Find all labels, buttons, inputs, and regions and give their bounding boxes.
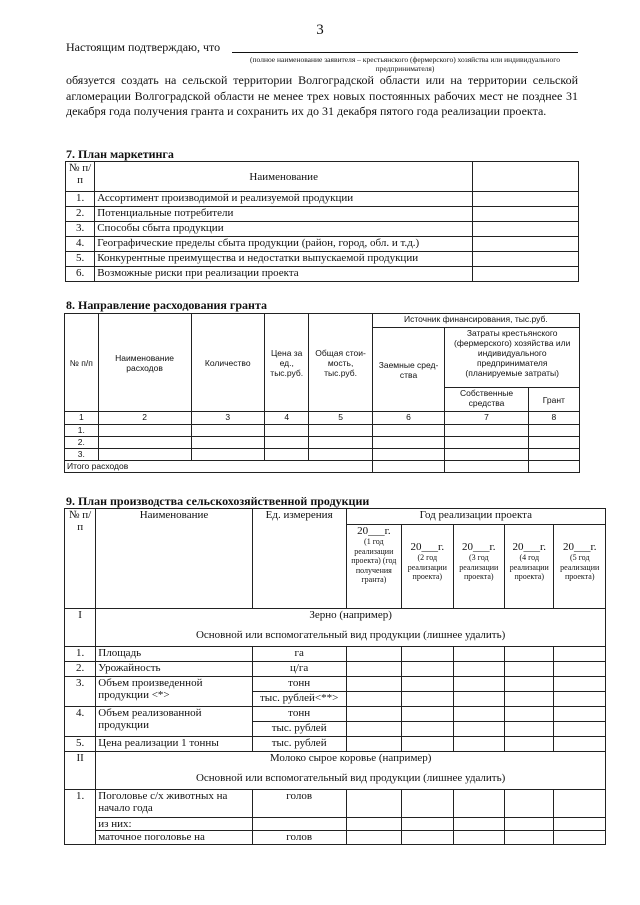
empty-cell (346, 722, 402, 737)
empty-cell (346, 818, 402, 831)
page-number: 3 (316, 22, 324, 38)
section9-title: 9. План производства сельскохозяйственной продукции (66, 494, 370, 508)
cell-text: Зерно (например) (309, 609, 392, 621)
table-cell: 5. (66, 252, 95, 267)
empty-cell (445, 437, 528, 449)
empty-cell (191, 437, 264, 449)
empty-cell (554, 692, 606, 707)
cell-text: (2 год реализации проекта) (407, 553, 447, 581)
empty-cell (252, 818, 346, 831)
empty-cell (372, 425, 445, 437)
empty-cell[interactable] (473, 207, 579, 222)
empty-cell (191, 425, 264, 437)
empty-cell (453, 525, 504, 609)
table-row (65, 314, 580, 328)
empty-cell (554, 818, 606, 831)
empty-cell[interactable] (473, 252, 579, 267)
table-row (65, 677, 606, 692)
empty-cell (346, 831, 402, 845)
table-cell: Площадь (96, 647, 252, 662)
marketing-table (65, 161, 579, 282)
empty-cell (453, 677, 504, 692)
table-row (65, 647, 606, 662)
empty-cell (98, 425, 191, 437)
empty-cell (264, 437, 309, 449)
table-cell: 6 (372, 412, 445, 425)
empty-cell (96, 752, 606, 790)
cell-text: (3 год реализации проекта) (459, 553, 499, 581)
empty-cell (445, 461, 528, 473)
table-cell: 3. (66, 222, 95, 237)
table-cell: 3 (191, 412, 264, 425)
empty-cell (402, 707, 453, 722)
header-num: № п/п (65, 509, 96, 609)
header-total: Общая стои-мость, тыс.руб. (309, 314, 372, 412)
empty-cell (505, 692, 554, 707)
empty-cell (554, 737, 606, 752)
table-row (65, 818, 606, 831)
empty-cell (402, 662, 453, 677)
table-cell: Потенциальные потребители (95, 207, 473, 222)
table-cell: голов (252, 790, 346, 818)
empty-cell (453, 818, 504, 831)
table-row (66, 222, 579, 237)
cell-text: 20___г. (357, 525, 391, 537)
empty-cell (402, 737, 453, 752)
empty-cell (346, 677, 402, 692)
empty-cell (528, 437, 579, 449)
cell-text: Основной или вспомогательный вид продукции (лишнее удалить) (195, 772, 506, 784)
empty-cell (554, 677, 606, 692)
table-cell: 6. (66, 267, 95, 282)
table-cell: 2. (65, 437, 99, 449)
table-row (66, 267, 579, 282)
empty-cell (528, 425, 579, 437)
cell-text: 20___г. (410, 541, 445, 553)
table-cell: тонн (252, 707, 346, 722)
table-cell: 4. (65, 707, 96, 737)
header-name: Наименование (96, 509, 252, 609)
table-cell: 2. (66, 207, 95, 222)
table-cell: 1. (65, 790, 96, 845)
cell-text: 20___г. (462, 541, 496, 553)
group-row (65, 752, 606, 790)
header-own: Собственные средства (445, 388, 528, 412)
table-cell: Объем произведенной продукции <*> (96, 677, 252, 707)
empty-cell[interactable] (473, 267, 579, 282)
header-year: Год реализации проекта (346, 509, 605, 525)
cell-text: 20___г. (562, 541, 597, 553)
empty-cell (402, 525, 453, 609)
table-cell: Возможные риски при реализации проекта (95, 267, 473, 282)
empty-cell (346, 647, 402, 662)
table-cell: 5 (309, 412, 372, 425)
production-plan-table (64, 508, 606, 845)
empty-cell (528, 461, 579, 473)
table-cell: из них: (96, 818, 252, 831)
table-cell: 3. (65, 449, 99, 461)
empty-cell (453, 692, 504, 707)
table-row (66, 162, 579, 192)
table-cell: 7 (445, 412, 528, 425)
empty-cell (554, 662, 606, 677)
table-cell: 4 (264, 412, 309, 425)
fill-in-line (232, 52, 578, 53)
table-cell: маточное поголовье на (96, 831, 252, 845)
empty-cell (554, 790, 606, 818)
table-row (66, 237, 579, 252)
empty-cell (453, 790, 504, 818)
group-row (65, 609, 606, 647)
table-cell: тыс. рублей (252, 722, 346, 737)
table-row (65, 831, 606, 845)
empty-cell (402, 647, 453, 662)
empty-cell (402, 818, 453, 831)
header-source: Источник финансирования, тыс.руб. (372, 314, 579, 328)
table-row (65, 662, 606, 677)
table-cell: тонн (252, 677, 346, 692)
empty-cell (554, 525, 606, 609)
table-cell: тыс. рублей (252, 737, 346, 752)
table-cell: Способы сбыта продукции (95, 222, 473, 237)
empty-cell (505, 737, 554, 752)
empty-cell (309, 437, 372, 449)
empty-cell (505, 525, 554, 609)
table-cell: 4. (66, 237, 95, 252)
table-row (65, 425, 580, 437)
table-row (65, 509, 606, 525)
header-name: Наименование (95, 162, 473, 192)
empty-cell (402, 677, 453, 692)
empty-cell (346, 737, 402, 752)
empty-cell (372, 461, 445, 473)
empty-cell[interactable] (473, 192, 579, 207)
table-cell: Ассортимент производимой и реализуемой продукции (95, 192, 473, 207)
header-borrowed: Заемные сред-ства (372, 328, 445, 412)
table-row (65, 790, 606, 818)
empty-cell (346, 525, 402, 609)
empty-cell (445, 425, 528, 437)
header-price: Цена за ед., тыс.руб. (264, 314, 309, 412)
table-cell: Конкурентные преимущества и недостатки выпускаемой продукции (95, 252, 473, 267)
section7-title: 7. План маркетинга (66, 147, 174, 161)
table-cell: 3. (65, 677, 96, 707)
empty-cell (372, 437, 445, 449)
table-cell: II (65, 752, 96, 790)
table-cell: ц/га (252, 662, 346, 677)
total-row (65, 461, 580, 473)
empty-cell (98, 437, 191, 449)
empty-cell[interactable] (473, 222, 579, 237)
table-row (65, 449, 580, 461)
empty-cell (445, 449, 528, 461)
table-cell: 1. (65, 425, 99, 437)
column-numbers-row (65, 412, 580, 425)
cell-text: 20___г. (512, 541, 546, 553)
empty-cell (346, 662, 402, 677)
confirm-text: Настоящим подтверждаю, что (66, 40, 221, 54)
header-num: № п/п (65, 314, 99, 412)
empty-cell (505, 647, 554, 662)
table-row (66, 207, 579, 222)
section8-title: 8. Направление расходования гранта (66, 298, 267, 312)
empty-cell (346, 790, 402, 818)
empty-cell (402, 790, 453, 818)
empty-cell (402, 722, 453, 737)
table-cell: Цена реализации 1 тонны (96, 737, 252, 752)
header-value (473, 162, 579, 192)
empty-cell (264, 449, 309, 461)
empty-cell (402, 692, 453, 707)
table-cell: голов (252, 831, 346, 845)
table-cell: 2. (65, 662, 96, 677)
table-row (66, 192, 579, 207)
empty-cell (96, 609, 606, 647)
empty-cell (554, 647, 606, 662)
empty-cell (554, 707, 606, 722)
empty-cell (505, 790, 554, 818)
empty-cell (372, 449, 445, 461)
empty-cell (505, 831, 554, 845)
table-row (65, 437, 580, 449)
empty-cell (264, 425, 309, 437)
table-cell: тыс. рублей<**> (252, 692, 346, 707)
empty-cell (554, 831, 606, 845)
empty-cell (309, 425, 372, 437)
table-cell: 5. (65, 737, 96, 752)
empty-cell (346, 692, 402, 707)
table-cell: Географические пределы сбыта продукции (район, город, обл. и т.д.) (95, 237, 473, 252)
empty-cell (453, 831, 504, 845)
empty-cell (528, 449, 579, 461)
empty-cell (505, 662, 554, 677)
header-qty: Количество (191, 314, 264, 412)
empty-cell (505, 818, 554, 831)
cell-text: Молоко сырое коровье (например) (269, 752, 432, 764)
empty-cell (402, 831, 453, 845)
header-name: Наименование расходов (98, 314, 191, 412)
cell-text: (1 год реализации проекта) (год получения гранта) (351, 537, 397, 584)
table-row (65, 737, 606, 752)
table-cell: Поголовье с/х животных на начало года (96, 790, 252, 818)
empty-cell (309, 449, 372, 461)
empty-cell (505, 677, 554, 692)
table-row (66, 252, 579, 267)
table-cell: 8 (528, 412, 579, 425)
empty-cell (346, 707, 402, 722)
table-cell: 1. (65, 647, 96, 662)
empty-cell (453, 662, 504, 677)
empty-cell[interactable] (473, 237, 579, 252)
fill-in-note: (полное наименование заявителя – крестьянского (фермерского) хозяйства или индивидуального предпринимателя) (250, 55, 560, 73)
cell-text: Основной или вспомогательный вид продукции (лишнее удалить) (195, 629, 506, 641)
empty-cell (453, 722, 504, 737)
table-cell: Итого расходов (65, 461, 373, 473)
table-cell: Урожайность (96, 662, 252, 677)
table-row (65, 707, 606, 722)
obligation-paragraph: обязуется создать на сельской территории Волгоградской области или на территории сельской агломерации Волгоградской области не менее трех новых постоянных рабочих мест не позднее 31 декабря года получения гранта и сохранить их до 31 декабря пятого года реализации проекта. (66, 73, 578, 118)
empty-cell (453, 707, 504, 722)
empty-cell (505, 722, 554, 737)
empty-cell (453, 737, 504, 752)
cell-text: (5 год реализации проекта) (560, 553, 600, 581)
table-cell: Объем реализованной продукции (96, 707, 252, 737)
empty-cell (505, 707, 554, 722)
table-cell: 1. (66, 192, 95, 207)
empty-cell (453, 647, 504, 662)
header-unit: Ед. измерения (252, 509, 346, 609)
header-kfh: Затраты крестьянского (фермерского) хозяйства или индивидуального предпринимателя (планируемые затраты) (445, 328, 580, 388)
empty-cell (98, 449, 191, 461)
table-cell: га (252, 647, 346, 662)
table-cell: 1 (65, 412, 99, 425)
header-num: № п/п (66, 162, 95, 192)
table-cell: 2 (98, 412, 191, 425)
header-grant: Грант (528, 388, 579, 412)
grant-spending-table (64, 313, 580, 473)
cell-text: (4 год реализации проекта) (509, 553, 549, 581)
table-cell: I (65, 609, 96, 647)
empty-cell (191, 449, 264, 461)
empty-cell (554, 722, 606, 737)
